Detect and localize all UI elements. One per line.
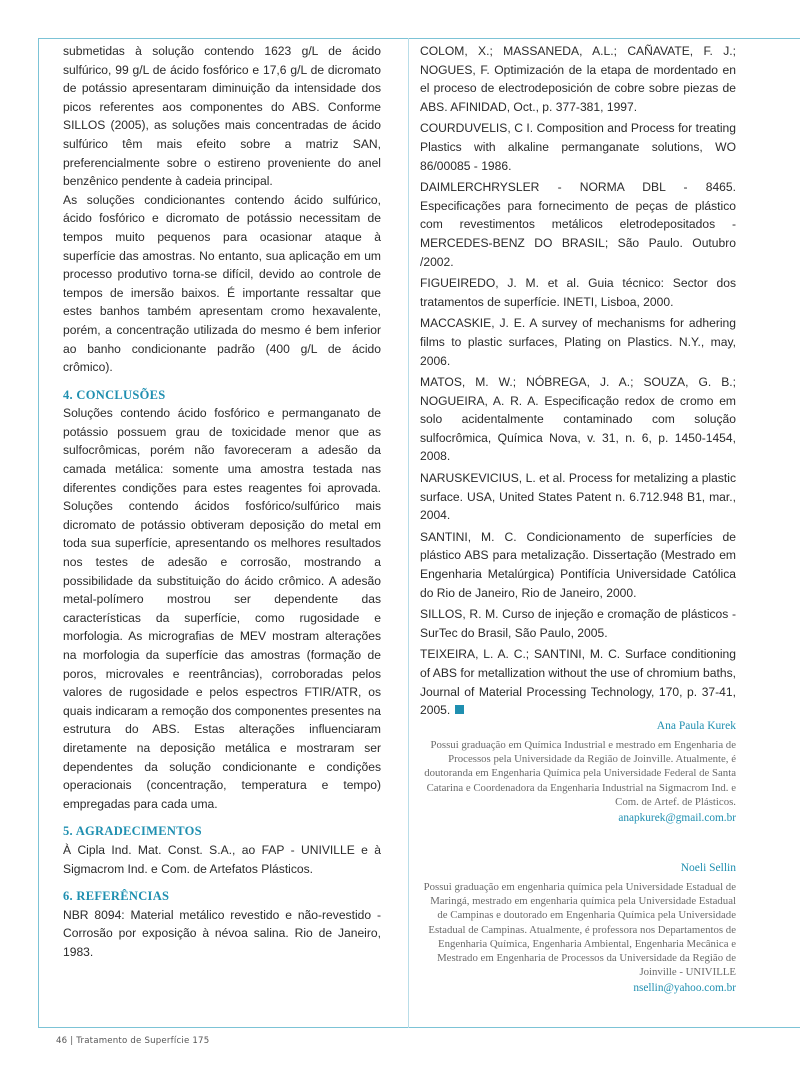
- section-heading-conclusoes: 4. CONCLUSÕES: [63, 387, 166, 402]
- right-column-references: [420, 42, 736, 723]
- reference-entry: NBR 8094: Material metálico revestido e não-revestido - Corrosão por exposição à névoa salina. Rio de Janeiro, 1983.: [63, 907, 381, 959]
- reference-entry: COLOM, X.; MASSANEDA, A.L.; CAÑAVATE, F. J.; NOGUES, F. Optimización de la etapa de mordentado en el proceso de electrodeposición de cobre sobre piezas de ABS. AFINIDAD, Oct., p. 377-381, 1997.: [420, 44, 736, 114]
- left-column: [63, 42, 381, 962]
- author-email-link[interactable]: anapkurek@gmail.com.br: [618, 812, 736, 825]
- section-heading-referencias: 6. REFERÊNCIAS: [63, 889, 170, 904]
- reference-entry: MACCASKIE, J. E. A survey of mechanisms for adhering films to plastic surfaces, Plating on Plastics. N.Y., may, 2006.: [420, 316, 736, 368]
- reference-entry: COURDUVELIS, C I. Composition and Process for treating Plastics with alkaline permanganate solutions, WO 86/00085 - 1986.: [420, 121, 736, 173]
- author-bio: Possui graduação em Química Industrial e mestrado em Engenharia de Processos pela Universidade da Região de Joinville. Atualmente, é doutoranda em Engenharia Química pela Universidade Federal de Santa Catarina e Coordenadora da Engenharia Industrial na Sigmacrom Ind. e Com. de Artef. de Plásticos.: [424, 739, 736, 808]
- reference-entry: FIGUEIREDO, J. M. et al. Guia técnico: Sector dos tratamentos de superfície. INETI, Lisboa, 2000.: [420, 276, 736, 309]
- reference-entry: SANTINI, M. C. Condicionamento de superfícies de plástico ABS para metalização. Dissertação (Mestrado em Engenharia Metalúrgica) Pontifícia Universidade Católica do Rio de Janeiro, Rio de Janeiro, 2000.: [420, 529, 736, 600]
- reference-entry: DAIMLERCHRYSLER - NORMA DBL - 8465. Especificações para fornecimento de peças de plástico com revestimentos metálicos eletrodepositados - MERCEDES-BENZ DO BRASIL; São Paulo. Outubro /2002.: [420, 180, 736, 269]
- reference-text: TEIXEIRA, L. A. C.; SANTINI, M. C. Surface conditioning of ABS for metallization without the use of chromium baths, Journal of Material Processing Technology, 170, p. 37-41, 2005.: [420, 647, 736, 718]
- reference-entry: MATOS, M. W.; NÓBREGA, J. A.; SOUZA, G. B.; NOGUEIRA, A. R. A. Especificação redox de cromo em solo acidentalmente contaminado com solução sulfocrômica, Química Nova, v. 31, n. 6, p. 1450-1454, 2008.: [420, 375, 736, 464]
- reference-entry: NARUSKEVICIUS, L. et al. Process for metalizing a plastic surface. USA, United States Patent n. 6.712.948 B1, mar., 2004.: [420, 471, 736, 523]
- body-paragraph: submetidas à solução contendo 1623 g/L de ácido sulfúrico, 99 g/L de ácido fosfórico e 17,6 g/L de dicromato de potássio apresentaram diminuição da intensidade dos picos referentes aos componentes do ABS. Conforme SILLOS (2005), as soluções mais concentradas de ácido sulfúrico têm mais efeito sobre a matriz SAN, preferencialmente sobre o estireno proveniente do anel benzênico pendente à cadeia principal.: [63, 44, 381, 189]
- section-heading-agradecimentos: 5. AGRADECIMENTOS: [63, 824, 202, 839]
- author-bio-sellin: [420, 860, 736, 996]
- end-of-article-mark: [455, 705, 464, 714]
- author-name: Ana Paula Kurek: [656, 720, 736, 732]
- reference-entry-last: [420, 645, 736, 719]
- author-bio-kurek: [420, 718, 736, 826]
- reference-entry: SILLOS, R. M. Curso de injeção e cromação de plásticos - SurTec do Brasil, São Paulo, 2005.: [420, 607, 736, 640]
- body-paragraph: Soluções contendo ácido fosfórico e permanganato de potássio possuem grau de toxicidade menor que as sulfocrômicas, porém não favoreceram a adesão da camada metálica: somente uma amostra testada nas diferentes condições para estes reagentes foi aprovada. Soluções contendo ácidos fosfórico/sulfúrico mais dicromato de potássio obtiveram deposição do metal em toda sua superfície, apresentando os melhores resultados nos testes de adesão e corrosão, mostrando a possibilidade da substituição do ácido crômico. A adesão metal-polímero mostrou ser dependente das características da superfície, como rugosidade e morfologia. As micrografias de MEV mostram alterações na morfologia da superfície das amostras (formação de poros, microvales e reentrâncias), corroboradas pelos valores de rugosidade e pelos espectros FTIR/ATR, os quais indicaram a remoção dos componentes presentes na estrutura do ABS. Estas alterações influenciaram diretamente na deposição metálica e mostraram ser dependentes da solução condicionante e condições operacionais (concentração, temperatura e tempo) empregadas para cada uma.: [63, 406, 381, 811]
- column-divider: [408, 38, 409, 1028]
- author-name: Noeli Sellin: [680, 862, 736, 874]
- author-bio: Possui graduação em engenharia química pela Universidade Estadual de Maringá, mestrado em engenharia química pela Universidade Estadual de Campinas e doutorado em Engenharia Química pela Universidade Estadual de Campinas. Atualmente, é professora nos Departamentos de Engenharia Química, Engenharia Ambiental, Engenharia Mecânica e Mestrado em Engenharia de Processos da Universidade da Região de Joinville - UNIVILLE: [423, 881, 736, 979]
- body-paragraph: As soluções condicionantes contendo ácido sulfúrico, ácido fosfórico e dicromato de potássio necessitam de tempos muito pequenos para ocasionar ataque à superfície das amostras. No entanto, sua aplicação em um processo produtivo torna-se difícil, devido ao controle de tempos de imersão baixos. É importante ressaltar que estes banhos também apresentam cromo hexavalente, porém, a concentração utilizada do mesmo é bem inferior ao banho condicionante padrão (400 g/L de ácido crômico).: [63, 192, 381, 375]
- page-footer: 46 | Tratamento de Superfície 175: [56, 1036, 210, 1046]
- author-email-link[interactable]: nsellin@yahoo.com.br: [633, 982, 736, 995]
- body-paragraph: À Cipla Ind. Mat. Const. S.A., ao FAP - UNIVILLE e à Sigmacrom Ind. e Com. de Artefatos Plásticos.: [63, 842, 381, 876]
